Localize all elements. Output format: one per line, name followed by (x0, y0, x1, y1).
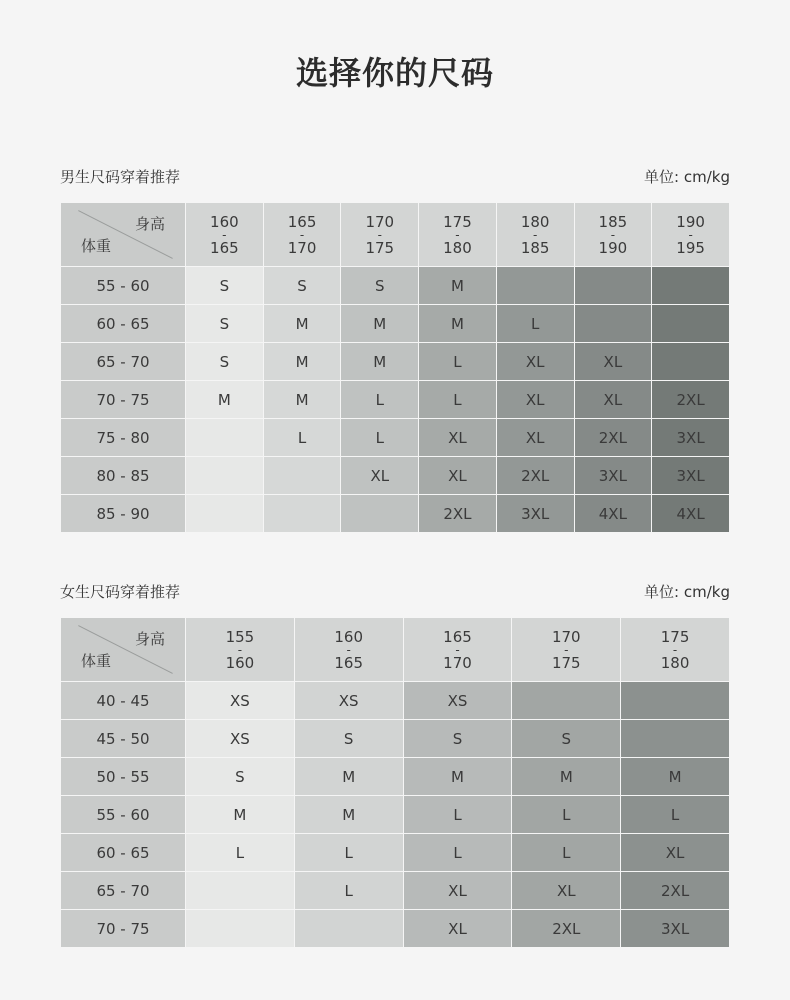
height-range-header (403, 618, 512, 682)
size-cell: M (621, 758, 730, 796)
height-high: 170 (443, 653, 472, 672)
height-low: 165 (443, 627, 472, 646)
weight-range-cell: 65 - 70 (61, 872, 186, 910)
height-low: 155 (225, 627, 255, 646)
size-cell (621, 720, 730, 758)
height-high: 160 (225, 653, 255, 672)
size-cell (294, 910, 403, 948)
size-cell: XL (403, 910, 512, 948)
size-cell: XS (186, 682, 295, 720)
size-cell: XL (419, 419, 497, 457)
height-high: 185 (520, 238, 550, 257)
size-cell: XL (403, 872, 512, 910)
height-low: 160 (334, 627, 364, 646)
height-low: 175 (443, 212, 472, 231)
height-range-header (652, 203, 730, 267)
table-row (61, 910, 730, 948)
table-row (61, 343, 730, 381)
table-row (61, 381, 730, 419)
men-size-table (60, 202, 730, 533)
size-cell: L (419, 343, 497, 381)
size-cell: XL (621, 834, 730, 872)
size-cell: 2XL (419, 495, 497, 533)
size-cell: M (294, 796, 403, 834)
size-cell: L (512, 834, 621, 872)
size-cell: M (263, 381, 341, 419)
size-cell: M (341, 343, 419, 381)
weight-range-cell: 40 - 45 (61, 682, 186, 720)
table-row (61, 267, 730, 305)
range-dash: - (564, 642, 569, 657)
table-row (61, 720, 730, 758)
height-range-header (186, 618, 295, 682)
height-low: 190 (676, 212, 705, 231)
weight-range-cell: 70 - 75 (61, 910, 186, 948)
range-dash: - (672, 642, 678, 657)
table-row (61, 834, 730, 872)
height-high: 180 (660, 653, 690, 672)
size-cell: M (263, 305, 341, 343)
size-cell (512, 682, 621, 720)
size-cell: L (186, 834, 295, 872)
size-cell (186, 495, 264, 533)
men-section-title: 男生尺码穿着推荐 (60, 168, 181, 186)
size-cell: 4XL (652, 495, 730, 533)
size-cell: 3XL (574, 457, 652, 495)
size-cell: L (294, 834, 403, 872)
height-low: 160 (210, 212, 239, 231)
size-cell: XS (294, 682, 403, 720)
men-table-corner (61, 203, 186, 267)
men-height-header-row (61, 203, 730, 267)
size-cell (652, 305, 730, 343)
size-cell: XL (512, 872, 621, 910)
size-cell: S (186, 343, 264, 381)
size-cell: S (403, 720, 512, 758)
size-cell (263, 495, 341, 533)
height-range-header (574, 203, 652, 267)
weight-range-cell: 60 - 65 (61, 305, 186, 343)
size-cell: S (186, 758, 295, 796)
size-cell: XL (496, 343, 574, 381)
size-cell: M (403, 758, 512, 796)
size-cell: XL (496, 381, 574, 419)
table-row (61, 758, 730, 796)
height-range-header (294, 618, 403, 682)
diagonal-divider (61, 618, 185, 681)
height-low: 170 (551, 627, 581, 646)
size-cell (186, 457, 264, 495)
height-low: 165 (287, 212, 317, 231)
weight-range-cell: 80 - 85 (61, 457, 186, 495)
size-cell: M (419, 267, 497, 305)
size-cell: XL (574, 381, 652, 419)
women-section-header (60, 581, 730, 605)
size-cell: 3XL (652, 457, 730, 495)
table-row (61, 419, 730, 457)
women-size-table (60, 617, 730, 948)
size-cell (496, 267, 574, 305)
weight-axis-label: 体重 (81, 237, 112, 255)
size-cell: L (263, 419, 341, 457)
height-range-header (186, 203, 264, 267)
range-dash: - (346, 642, 351, 657)
size-cell: XL (496, 419, 574, 457)
range-dash: - (455, 227, 460, 242)
height-low: 180 (520, 212, 550, 231)
size-cell (574, 305, 652, 343)
weight-range-cell: 55 - 60 (61, 267, 186, 305)
height-high: 170 (287, 238, 317, 257)
size-cell: 3XL (652, 419, 730, 457)
size-cell: L (341, 419, 419, 457)
height-axis-label: 身高 (134, 215, 165, 233)
height-range-header (496, 203, 574, 267)
size-cell: XL (574, 343, 652, 381)
range-dash: - (610, 227, 616, 242)
weight-range-cell: 70 - 75 (61, 381, 186, 419)
height-range-header (341, 203, 419, 267)
size-cell (652, 343, 730, 381)
weight-range-cell: 55 - 60 (61, 796, 186, 834)
size-cell: 4XL (574, 495, 652, 533)
size-cell: 2XL (621, 872, 730, 910)
size-cell: M (294, 758, 403, 796)
size-cell (621, 682, 730, 720)
table-row (61, 796, 730, 834)
size-cell: L (512, 796, 621, 834)
size-cell: L (341, 381, 419, 419)
size-cell: XL (419, 457, 497, 495)
size-cell (186, 872, 295, 910)
range-dash: - (299, 227, 305, 242)
size-cell: M (263, 343, 341, 381)
size-cell: L (496, 305, 574, 343)
size-cell: S (263, 267, 341, 305)
size-cell (574, 267, 652, 305)
height-high: 190 (598, 238, 628, 257)
size-cell (186, 419, 264, 457)
women-size-section (60, 581, 730, 938)
size-cell: L (403, 796, 512, 834)
weight-range-cell: 75 - 80 (61, 419, 186, 457)
size-cell: M (419, 305, 497, 343)
size-cell: XL (341, 457, 419, 495)
weight-range-cell: 65 - 70 (61, 343, 186, 381)
size-cell: XS (186, 720, 295, 758)
range-dash: - (222, 227, 227, 242)
size-cell: S (341, 267, 419, 305)
table-row (61, 872, 730, 910)
height-high: 180 (443, 238, 472, 257)
weight-axis-label: 体重 (81, 652, 112, 670)
range-dash: - (455, 642, 460, 657)
height-high: 195 (676, 238, 705, 257)
height-high: 165 (334, 653, 364, 672)
size-cell: S (512, 720, 621, 758)
men-size-section (60, 166, 730, 523)
height-low: 185 (598, 212, 628, 231)
women-height-header-row (61, 618, 730, 682)
size-cell: S (294, 720, 403, 758)
size-cell: 3XL (621, 910, 730, 948)
size-cell: M (512, 758, 621, 796)
table-row (61, 495, 730, 533)
size-cell: L (419, 381, 497, 419)
height-high: 165 (210, 238, 239, 257)
size-cell: S (186, 305, 264, 343)
size-cell: L (621, 796, 730, 834)
range-dash: - (377, 227, 382, 242)
size-cell: 3XL (496, 495, 574, 533)
height-axis-label: 身高 (134, 630, 165, 648)
table-row (61, 682, 730, 720)
weight-range-cell: 85 - 90 (61, 495, 186, 533)
size-cell: 2XL (652, 381, 730, 419)
size-cell: L (294, 872, 403, 910)
height-low: 170 (365, 212, 395, 231)
size-cell: 2XL (574, 419, 652, 457)
height-range-header (621, 618, 730, 682)
size-cell (341, 495, 419, 533)
height-range-header (512, 618, 621, 682)
range-dash: - (237, 642, 243, 657)
range-dash: - (688, 227, 693, 242)
size-cell: 2XL (512, 910, 621, 948)
men-section-header (60, 166, 730, 190)
weight-range-cell: 45 - 50 (61, 720, 186, 758)
size-cell: M (186, 381, 264, 419)
height-high: 175 (551, 653, 581, 672)
weight-range-cell: 60 - 65 (61, 834, 186, 872)
size-cell (652, 267, 730, 305)
size-cell (263, 457, 341, 495)
height-high: 175 (365, 238, 395, 257)
women-section-title: 女生尺码穿着推荐 (60, 583, 181, 601)
women-unit-label: 单位: cm/kg (644, 583, 730, 601)
height-low: 175 (660, 627, 690, 646)
women-table-corner (61, 618, 186, 682)
range-dash: - (532, 227, 538, 242)
table-row (61, 305, 730, 343)
height-range-header (419, 203, 497, 267)
weight-range-cell: 50 - 55 (61, 758, 186, 796)
height-range-header (263, 203, 341, 267)
size-cell: L (403, 834, 512, 872)
size-cell: XS (403, 682, 512, 720)
table-row (61, 457, 730, 495)
men-unit-label: 单位: cm/kg (644, 168, 730, 186)
size-cell: S (186, 267, 264, 305)
page-title: 选择你的尺码 (295, 54, 494, 92)
size-cell (186, 910, 295, 948)
diagonal-divider (61, 203, 185, 266)
size-cell: M (186, 796, 295, 834)
size-cell: 2XL (496, 457, 574, 495)
size-cell: M (341, 305, 419, 343)
